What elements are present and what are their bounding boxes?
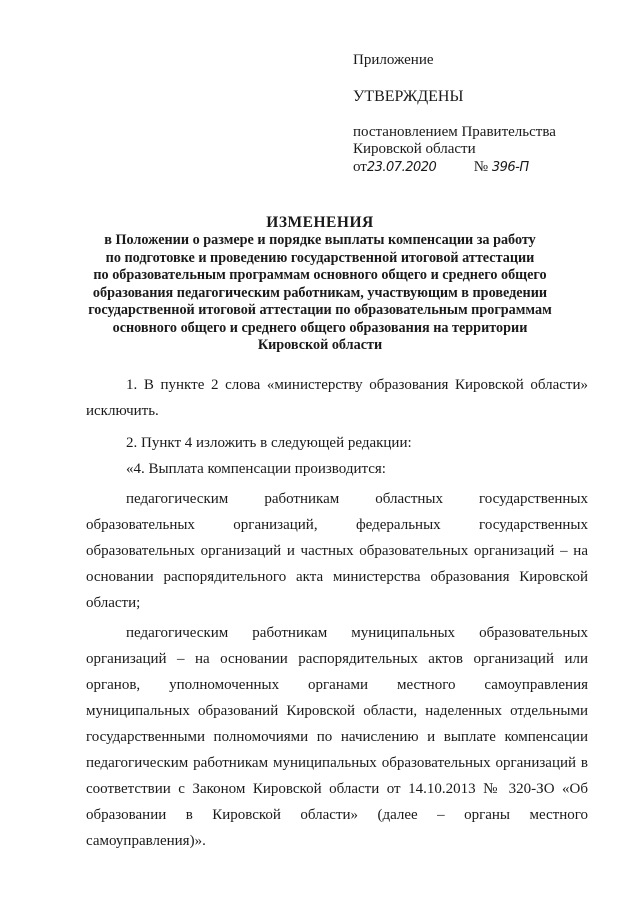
handwritten-number: 396-П: [491, 160, 529, 175]
paragraph-municipal-organizations: педагогическим работникам муниципальных образовательных организаций – на основании распорядительных актов организаций или органов, уполномоченных органами местного самоуправления муниципальных образований Кировской области, наделенных отдельными государственными полномочиями по начислению и выплате компенсации педагогическим работникам муниципальных образовательных организаций в соответствии с Законом Кировской области от 14.10.2013 № 320-ЗО «Об образовании в Кировской области» (далее – органы местного самоуправления)».: [86, 625, 588, 849]
decree-line-2: Кировской области: [353, 141, 476, 157]
document-subtitle: [70, 232, 570, 355]
from-label: от: [353, 159, 367, 175]
subtitle-line: в Положении о размере и порядке выплаты компенсации за работу: [104, 232, 536, 248]
document-title: ИЗМЕНЕНИЯ: [266, 214, 374, 231]
decree-line-1: постановлением Правительства: [353, 124, 556, 140]
decree-date-line: [353, 159, 529, 176]
document-body: [86, 372, 588, 854]
item-2: 2. Пункт 4 изложить в следующей редакции:: [126, 435, 412, 451]
item-4-intro: «4. Выплата компенсации производится:: [126, 461, 386, 477]
subtitle-line: Кировской области: [257, 337, 383, 353]
number-label: №: [473, 159, 489, 175]
handwritten-date: 23.07.2020: [366, 160, 437, 175]
paragraph-regional-organizations: педагогическим работникам областных государственных образовательных организаций, федеральных государственных образовательных организаций и частных образовательных организаций – на основании распорядительного акта министерства образования Кировской области;: [86, 491, 588, 611]
item-1-line-2: исключить.: [86, 403, 159, 419]
approved-label: УТВЕРЖДЕНЫ: [353, 88, 464, 105]
subtitle-line: государственной итоговой аттестации по образовательным программам: [88, 302, 552, 318]
subtitle-line: основного общего и среднего общего образования на территории: [112, 319, 528, 336]
subtitle-line: образования педагогическим работникам, участвующим в проведении: [92, 284, 548, 301]
subtitle-line: по образовательным программам основного общего и среднего общего: [93, 267, 547, 283]
appendix-label: Приложение: [353, 52, 434, 68]
subtitle-line: по подготовке и проведению государственной итоговой аттестации: [105, 249, 535, 266]
item-1-line-1: 1. В пункте 2 слова «министерству образования Кировской области»: [126, 377, 588, 393]
